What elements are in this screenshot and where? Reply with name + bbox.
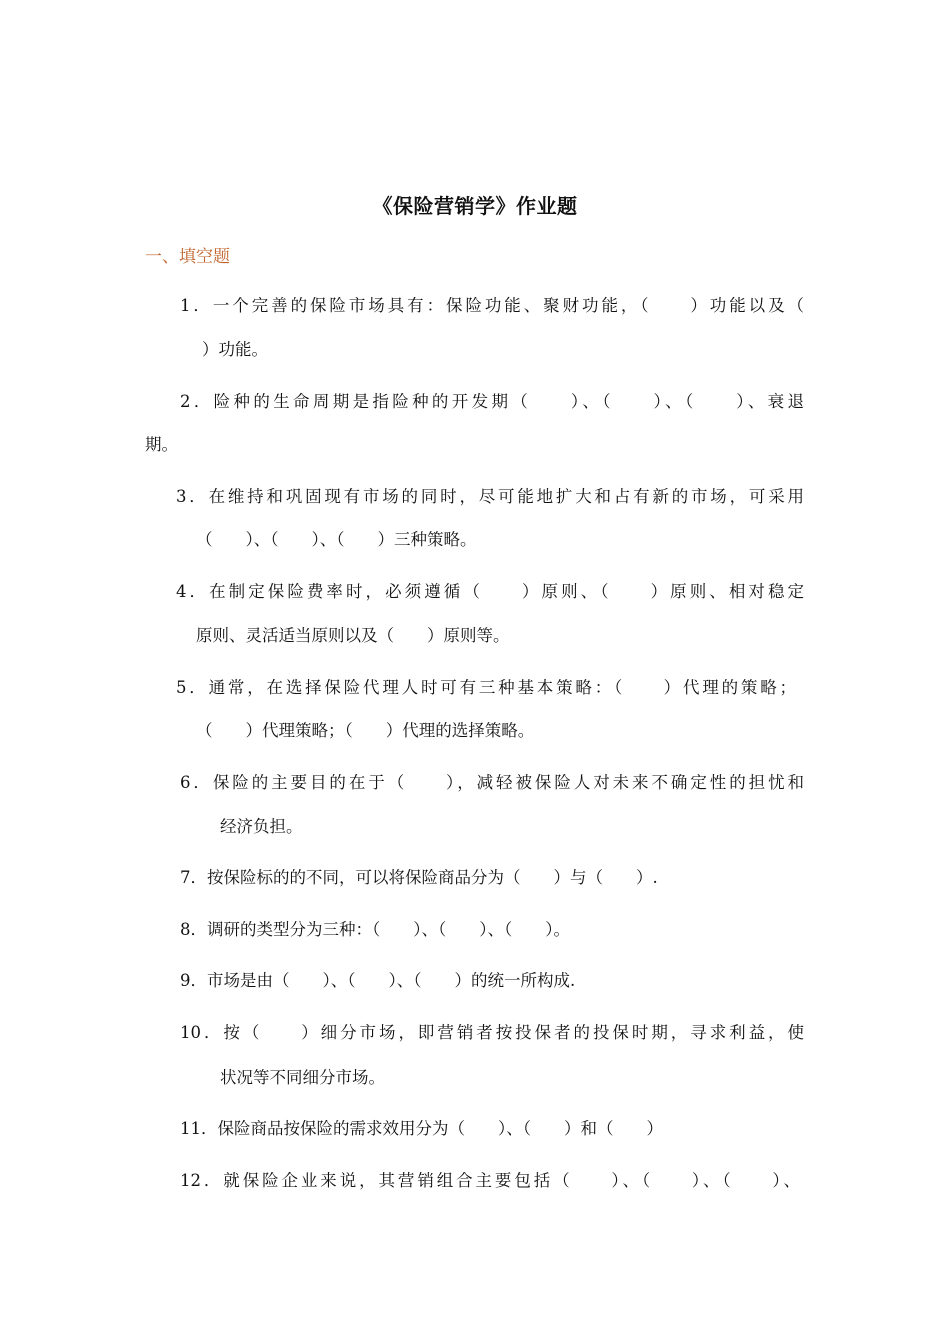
question-line: 期。 <box>145 435 178 454</box>
question-line: 12．就保险企业来说，其营销组合主要包括（ ）、（ ）、（ ）、 <box>180 1171 800 1190</box>
question-line: （ ）、（ ）、（ ）三种策略。 <box>196 530 477 549</box>
question-line: 9．市场是由（ ）、（ ）、（ ）的统一所构成. <box>180 971 576 990</box>
question-line: 1．一个完善的保险市场具有：保险功能、聚财功能，（ ）功能以及（ <box>180 296 804 315</box>
question-line: 11．保险商品按保险的需求效用分为（ ）、（ ）和（ ） <box>180 1119 663 1138</box>
question-line: （ ）代理策略；（ ）代理的选择策略。 <box>196 721 535 740</box>
question-line: 经济负担。 <box>220 817 303 836</box>
question-line: 3．在维持和巩固现有市场的同时，尽可能地扩大和占有新的市场，可采用 <box>176 487 804 506</box>
question-line: 2．险种的生命周期是指险种的开发期（ ）、（ ）、（ ）、衰退 <box>180 392 804 411</box>
question-line: ）功能。 <box>202 340 268 359</box>
section-heading: 一、填空题 <box>145 247 230 267</box>
question-line: 6．保险的主要目的在于（ ），减轻被保险人对未来不确定性的担忧和 <box>180 773 804 792</box>
document-title: 《保险营销学》作业题 <box>372 194 578 218</box>
question-line: 状况等不同细分市场。 <box>220 1068 385 1087</box>
question-line: 原则、灵活适当原则以及（ ）原则等。 <box>196 626 510 645</box>
question-line: 10．按（ ）细分市场，即营销者按投保者的投保时期，寻求利益，使 <box>180 1023 804 1042</box>
question-line: 8．调研的类型分为三种：（ ）、（ ）、（ ）。 <box>180 920 570 939</box>
question-line: 7．按保险标的的不同，可以将保险商品分为（ ）与（ ）. <box>180 868 658 887</box>
question-line: 5．通常，在选择保险代理人时可有三种基本策略：（ ）代理的策略； <box>176 678 796 697</box>
question-line: 4．在制定保险费率时，必须遵循（ ）原则、（ ）原则、相对稳定 <box>176 582 804 601</box>
